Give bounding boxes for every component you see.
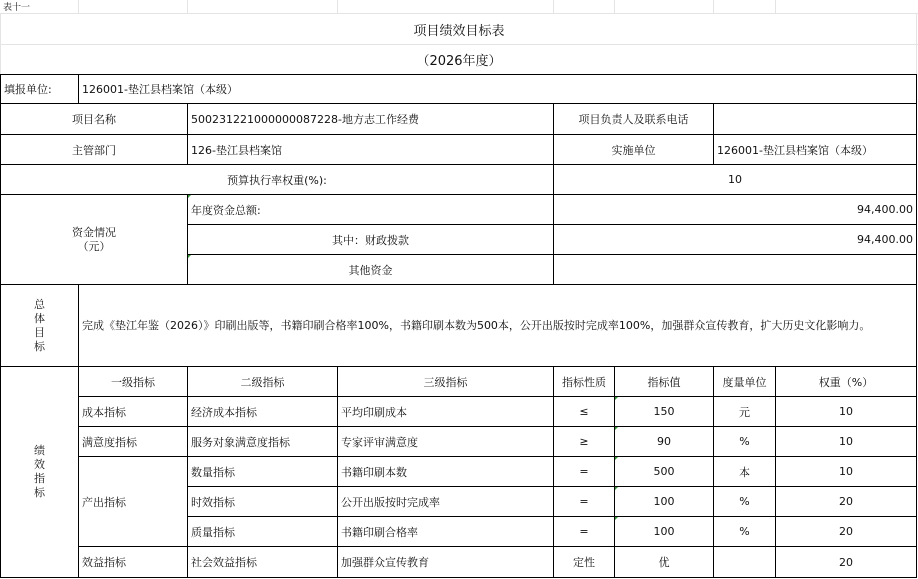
- table-row-1-weight: 10: [839, 435, 853, 448]
- funds-other-value: [554, 255, 916, 284]
- table-row-3-unit: %: [739, 495, 750, 508]
- table-row-4-value: 100: [653, 525, 675, 538]
- overall-label-char: 目: [34, 325, 45, 339]
- table-row-5-level2: 社会效益指标: [191, 556, 257, 569]
- table-row-0-value: 150: [653, 405, 675, 418]
- table-row-2-unit: 本: [739, 465, 750, 479]
- budget-weight-value: 10: [728, 173, 742, 186]
- header-level3: 三级指标: [423, 375, 468, 389]
- page-title: 项目绩效目标表: [413, 23, 505, 39]
- table-row-1-value: 90: [657, 435, 671, 448]
- table-row-4-level3: 书籍印刷合格率: [341, 525, 418, 539]
- impl-unit-label: 实施单位: [611, 143, 656, 157]
- table-row-3-value: 100: [653, 495, 675, 508]
- header-value: 指标值: [647, 375, 681, 389]
- project-name-label: 项目名称: [72, 113, 116, 126]
- level1-benefit: 效益指标: [82, 556, 126, 569]
- funds-label-line1: 资金情况: [72, 225, 116, 239]
- dept-value: 126-垫江县档案馆: [191, 143, 282, 157]
- filler-label: 填报单位:: [4, 83, 52, 96]
- table-row-1-nature: ≥: [579, 435, 589, 448]
- table-row-2-level2: 数量指标: [191, 465, 235, 479]
- overall-label-char: 体: [34, 311, 45, 325]
- table-row-0-level2: 经济成本指标: [191, 405, 257, 419]
- funds-fiscal-label: 其中：财政拨款: [332, 233, 409, 247]
- table-row-4-nature: =: [579, 525, 589, 538]
- overall-goal-label: [1, 285, 78, 366]
- table-row-3-level3: 公开出版按时完成率: [341, 495, 440, 509]
- level1-satisfaction: 满意度指标: [82, 435, 137, 449]
- indicators-label-char: 效: [34, 458, 45, 471]
- table-row-5-value: 优: [658, 556, 670, 569]
- table-row-5-weight: 20: [839, 555, 853, 569]
- level1-output: 产出指标: [82, 495, 126, 509]
- table-row-2-value: 500: [653, 465, 675, 478]
- indicators-label-char: 指: [34, 472, 45, 485]
- header-level1: 一级指标: [111, 375, 155, 389]
- funds-label: [1, 195, 187, 284]
- table-row-4-weight: 20: [839, 525, 853, 538]
- funds-other-label: 其他资金: [348, 263, 393, 277]
- indicators-label-char: 绩: [34, 444, 45, 457]
- impl-unit-value: 126001-垫江县档案馆（本级）: [717, 143, 873, 157]
- table-row-2-level3: 书籍印刷本数: [341, 465, 407, 479]
- table-row-0-weight: 10: [839, 405, 853, 418]
- table-row-4-unit: %: [739, 525, 750, 538]
- table-row-0-level3: 平均印刷成本: [341, 405, 407, 419]
- indicators-label: [1, 367, 78, 577]
- fiscal-year: （2026年度）: [416, 54, 502, 69]
- header-unit: 度量单位: [722, 375, 767, 389]
- table-row-0-unit: 元: [739, 405, 750, 419]
- funds-total-value: 94,400.00: [857, 203, 913, 216]
- dept-label: 主管部门: [72, 143, 116, 157]
- overall-label-char: 总: [34, 297, 45, 311]
- level1-cost: 成本指标: [82, 405, 126, 419]
- overall-goal-text: 完成《垫江年鉴（2026）》印刷出版等，书籍印刷合格率100%，书籍印刷本数为500本，公开出版按时完成率100%，加强群众宣传教育，扩大历史文化影响力。: [82, 319, 871, 332]
- header-weight: 权重（%）: [818, 375, 874, 389]
- table-row-2-nature: =: [579, 465, 589, 478]
- table-row-3-level2: 时效指标: [191, 495, 235, 509]
- project-name-value: 500231221000000087228-地方志工作经费: [191, 113, 419, 126]
- table-row-1-level3: 专家评审满意度: [341, 435, 418, 449]
- funds-label-line2: （元）: [77, 239, 111, 253]
- table-row-5-unit: [714, 547, 775, 577]
- header-level2: 二级指标: [240, 375, 285, 389]
- table-row-4-level2: 质量指标: [191, 525, 235, 539]
- funds-fiscal-value: 94,400.00: [857, 233, 913, 246]
- overall-label-char: 标: [34, 339, 45, 353]
- indicators-label-char: 标: [34, 486, 45, 499]
- table-row-1-level2: 服务对象满意度指标: [191, 435, 290, 449]
- table-row-2-weight: 10: [839, 465, 853, 478]
- table-row-3-weight: 20: [839, 495, 853, 508]
- table-row-1-unit: %: [739, 435, 750, 448]
- sheet-tag: 表十一: [3, 3, 31, 13]
- table-row-3-nature: =: [579, 495, 589, 508]
- table-row-0-nature: ≤: [579, 405, 589, 418]
- table-row-5-nature: 定性: [573, 556, 595, 569]
- funds-total-label: 年度资金总额:: [191, 203, 261, 217]
- header-nature: 指标性质: [562, 375, 606, 389]
- filler-value: 126001-垫江县档案馆（本级）: [82, 83, 238, 96]
- budget-weight-label: 预算执行率权重(%):: [227, 173, 327, 187]
- project-owner-value: [714, 104, 916, 134]
- table-row-5-level3: 加强群众宣传教育: [341, 556, 429, 569]
- project-owner-label: 项目负责人及联系电话: [578, 113, 689, 126]
